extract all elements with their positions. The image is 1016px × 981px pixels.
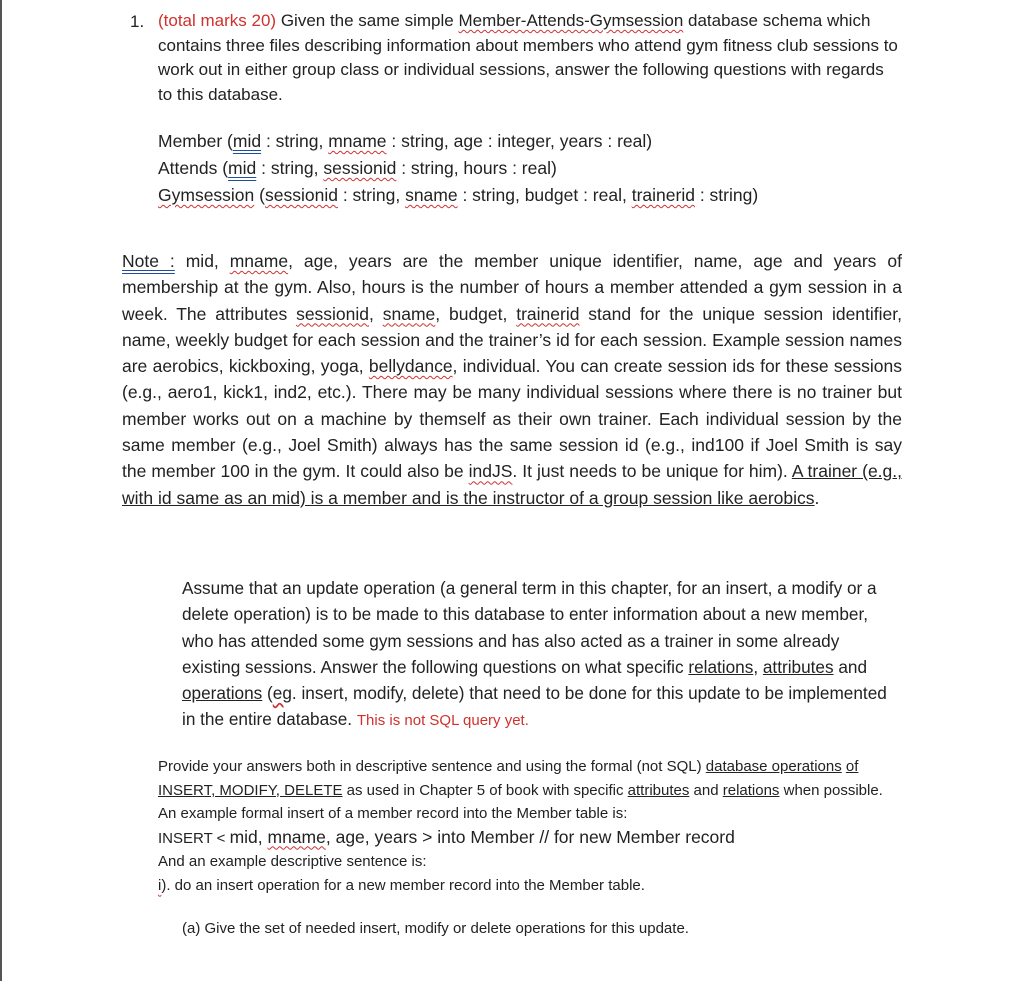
schema-gymsession: Gymsession (sessionid : string, sname : string, budget : real, trainerid : string) — [158, 185, 759, 205]
part-a-question: (a) Give the set of needed insert, modify or delete operations for this update. — [182, 920, 689, 937]
trainer-definition: A trainer (e.g., with id same as an mid) is a member and is the instructor of a group session like aerobics — [122, 461, 903, 508]
schema-attends: Attends (mid : string, sessionid : string, hours : real) — [158, 158, 557, 178]
question-number: 1. — [130, 12, 145, 31]
assume-paragraph: Assume that an update operation (a general term in this chapter, for an insert, a modify or a delete operation) is to be made to this database to enter information about a new member, who has attended some gym sessions and has also acted as a trainer in some already existing sessions. Answer the following questions on what specific relations, attributes and operations (eg. insert, modify, delete) that need to be done for this update to be implemented in the entire database. This is not SQL query yet. — [182, 578, 887, 730]
schema-name: Member-Attends-Gymsession — [458, 11, 684, 30]
schema-block — [158, 128, 758, 209]
question-intro: (total marks 20) Given the same simple Member-Attends-Gymsession database schema which contains three files describing information about members who attend gym fitness club sessions to work out in either group class or individual sessions, answer the following questions with regards to this database. — [158, 11, 898, 104]
instructions-paragraph: Provide your answers both in descriptive sentence and using the formal (not SQL) database operations of INSERT, MODIFY, DELETE as used in Chapter 5 of book with specific attributes and relations when possible. An example formal insert of a member record into the Member table is: INSERT < mid, mname, age, years > into Member // for new Member record And an example descriptive sentence is: i). do an insert operation for a new member record into the Member table. — [158, 755, 898, 897]
not-sql-note: This is not SQL query yet. — [356, 712, 529, 730]
schema-member: Member (mid : string, mname : string, age : integer, years : real) — [158, 131, 653, 151]
descriptive-intro: And an example descriptive sentence is: — [158, 853, 427, 870]
descriptive-example: i). do an insert operation for a new member record into the Member table. — [158, 876, 645, 894]
insert-example: INSERT < mid, mname, age, years > into Member // for new Member record — [158, 826, 735, 847]
note-paragraph: Note : mid, mname, age, years are the member unique identifier, name, age and years of membership at the gym. Also, hours is the number of hours a member attended a gym session in a week. The attributes sessionid, sname, budget, trainerid stand for the unique session identifier, name, weekly budget for each session and the trainer’s id for each session. Example session names are aerobics, kickboxing, yoga, bellydance, individual. You can create session ids for these sessions (e.g., aero1, kick1, ind2, etc.). There may be many individual sessions where there is no trainer but member works out on a machine by themself as their own trainer. Each individual session by the same member (e.g., Joel Smith) always has the same session id (e.g., ind100 if Joel Smith is say the member 100 in the gym. It could also be indJS. It just needs to be unique for him). A trainer (e.g., with id same as an mid) is a member and is the instructor of a group session like aerobics. — [122, 251, 903, 508]
page-left-border — [0, 0, 2, 981]
total-marks: (total marks 20) — [158, 11, 277, 30]
note-label: Note : — [122, 251, 175, 271]
